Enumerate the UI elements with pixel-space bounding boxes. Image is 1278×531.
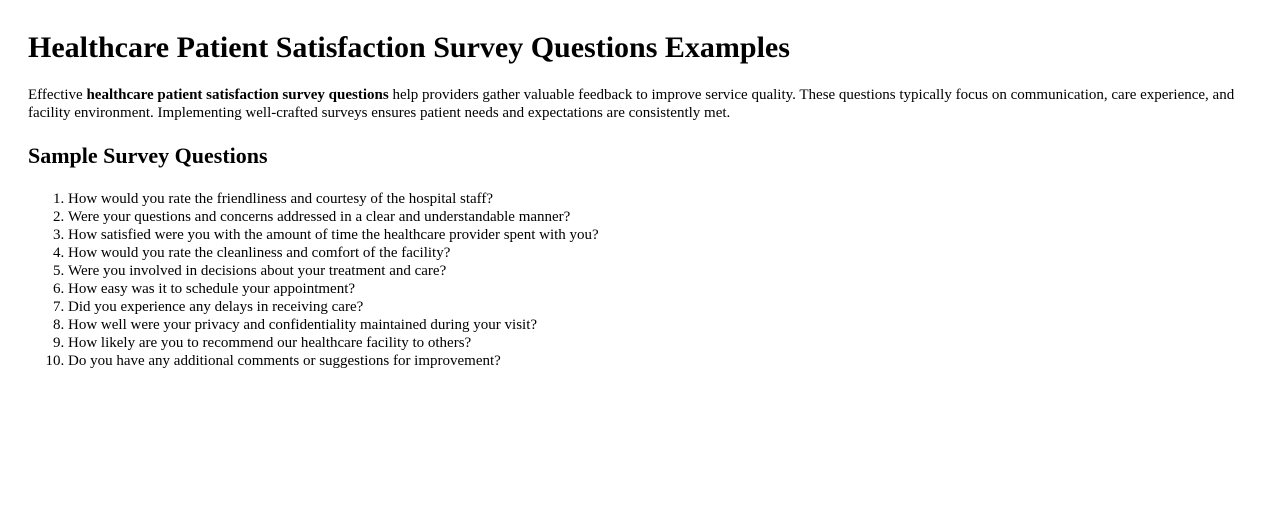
page-title: Healthcare Patient Satisfaction Survey Questions Examples bbox=[28, 31, 790, 64]
question-item-3: 3. How satisfied were you with the amount of time the healthcare provider spent with you? bbox=[68, 226, 1250, 244]
question-item-9: 9. How likely are you to recommend our healthcare facility to others? bbox=[68, 334, 1250, 352]
intro-text-start: Effective bbox=[28, 87, 87, 103]
page-content bbox=[0, 30, 1278, 370]
question-item-4: 4. How would you rate the cleanliness and comfort of the facility? bbox=[68, 244, 1250, 262]
question-item-2: 2. Were your questions and concerns addressed in a clear and understandable manner? bbox=[68, 208, 1250, 226]
question-item-1: 1. How would you rate the friendliness and courtesy of the hospital staff? bbox=[68, 190, 1250, 208]
intro-keyword: healthcare patient satisfaction survey questions bbox=[86, 87, 389, 103]
section-heading: Sample Survey Questions bbox=[28, 143, 268, 168]
question-item-8: 8. How well were your privacy and confidentiality maintained during your visit? bbox=[68, 316, 1250, 334]
question-item-5: 5. Were you involved in decisions about your treatment and care? bbox=[68, 262, 1250, 280]
questions-list bbox=[28, 190, 1250, 370]
intro-paragraph bbox=[28, 86, 1250, 122]
question-item-6: 6. How easy was it to schedule your appointment? bbox=[68, 280, 1250, 298]
intro-text-end: help providers gather valuable feedback to improve service quality. These questions typically focus on communication, care experience, and facility environment. Implementing well-crafted surveys ensures patient needs and expectations are consistently met. bbox=[28, 87, 1235, 121]
question-item-7: 7. Did you experience any delays in receiving care? bbox=[68, 298, 1250, 316]
question-item-10: 10. Do you have any additional comments or suggestions for improvement? bbox=[68, 352, 1250, 370]
